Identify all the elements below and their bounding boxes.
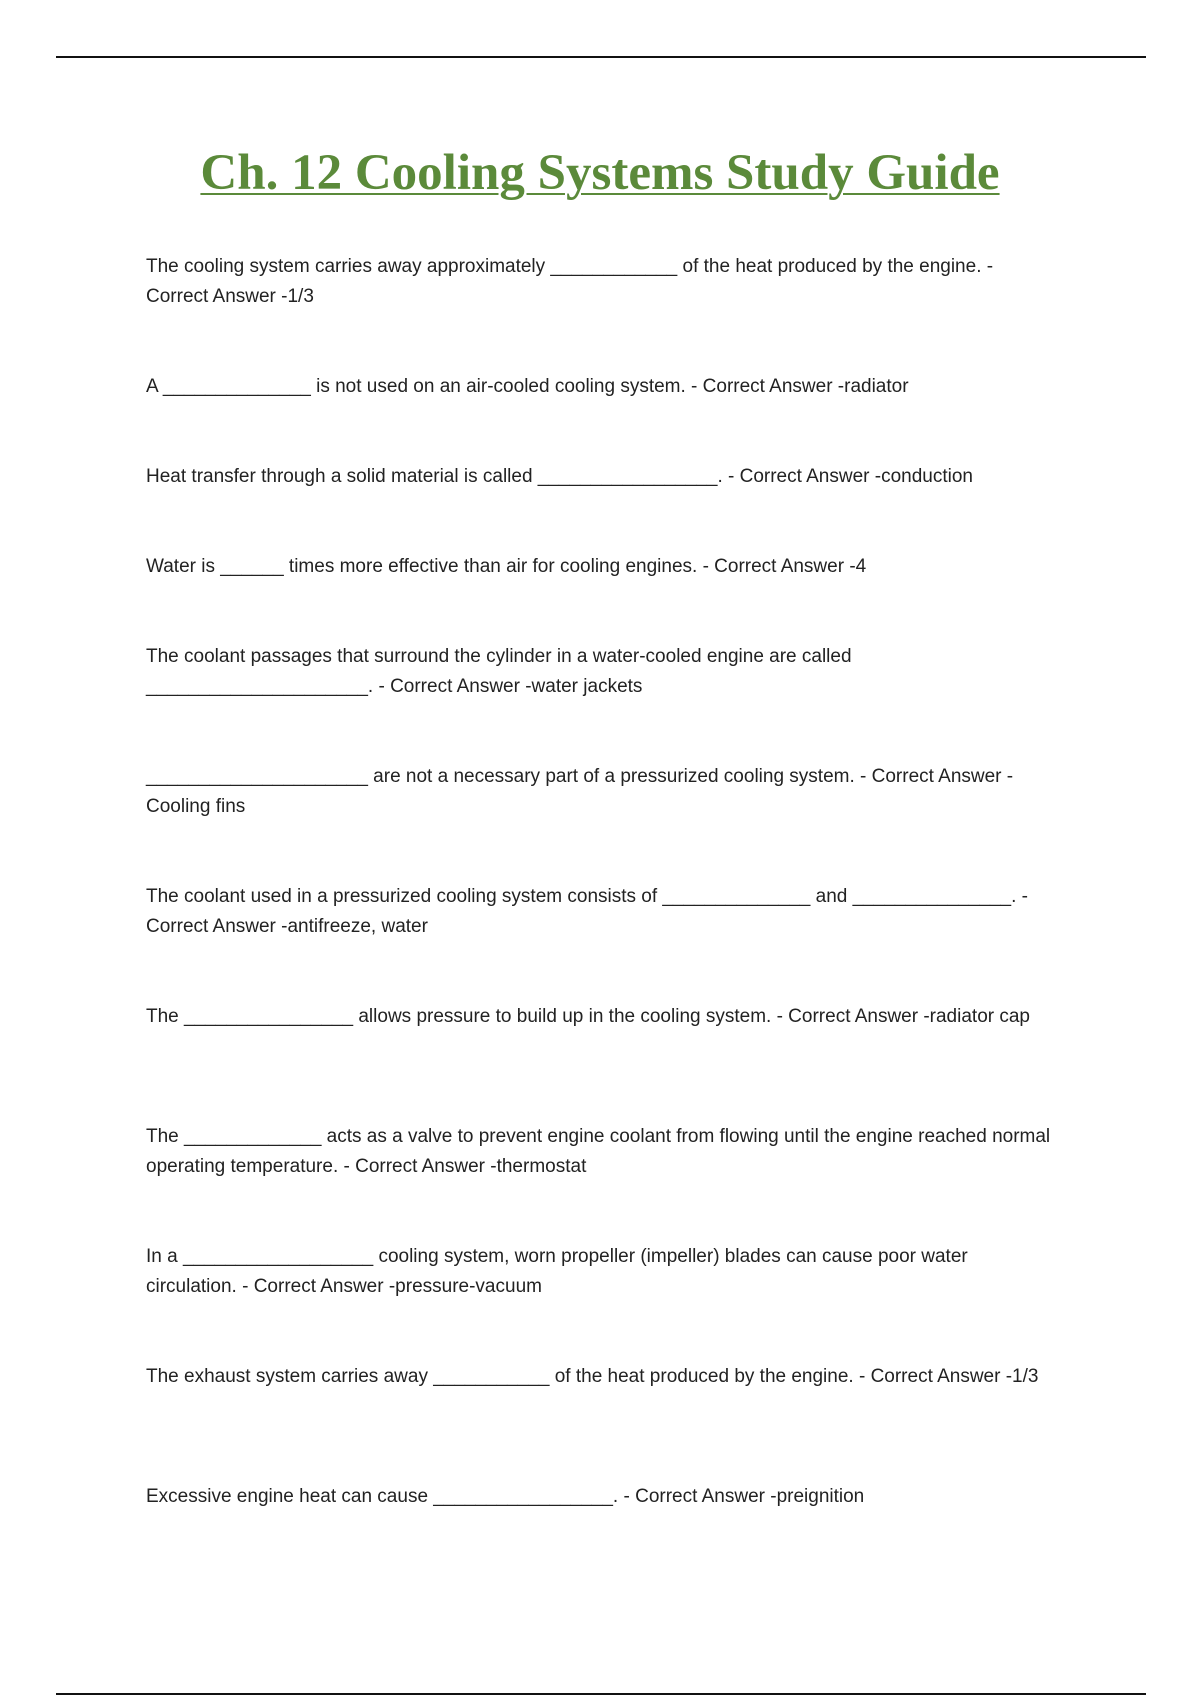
question-item: Water is ______ times more effective than air for cooling engines. - Correct Answer -4 [146,556,867,577]
bottom-rule [56,1693,1146,1695]
question-item: The coolant used in a pressurized cooling system consists of ______________ and _______________. - Correct Answer -antifreeze, water [146,886,1029,937]
page-title [0,142,1200,204]
question-item: The coolant passages that surround the cylinder in a water-cooled engine are called _____________________. - Correct Answer -water jackets [146,646,852,697]
question-item: The ________________ allows pressure to build up in the cooling system. - Correct Answer -radiator cap [146,1006,1031,1027]
question-item: A ______________ is not used on an air-cooled cooling system. - Correct Answer -radiator [146,376,909,397]
question-item: Excessive engine heat can cause _________________. - Correct Answer -preignition [146,1486,865,1507]
question-item: The _____________ acts as a valve to prevent engine coolant from flowing until the engine reached normal operating temperature. - Correct Answer -thermostat [146,1126,1051,1177]
question-item: The exhaust system carries away ___________ of the heat produced by the engine. - Correct Answer -1/3 [146,1366,1039,1387]
top-rule [56,56,1146,58]
question-item: Heat transfer through a solid material is called _________________. - Correct Answer -conduction [146,466,973,487]
page-title-text: Ch. 12 Cooling Systems Study Guide [200,145,1000,201]
question-item: The cooling system carries away approximately ____________ of the heat produced by the engine. - Correct Answer -1/3 [146,256,994,307]
question-item: In a __________________ cooling system, worn propeller (impeller) blades can cause poor water circulation. - Correct Answer -pressure-vacuum [146,1246,968,1297]
question-item: _____________________ are not a necessary part of a pressurized cooling system. - Correct Answer -Cooling fins [146,766,1014,817]
